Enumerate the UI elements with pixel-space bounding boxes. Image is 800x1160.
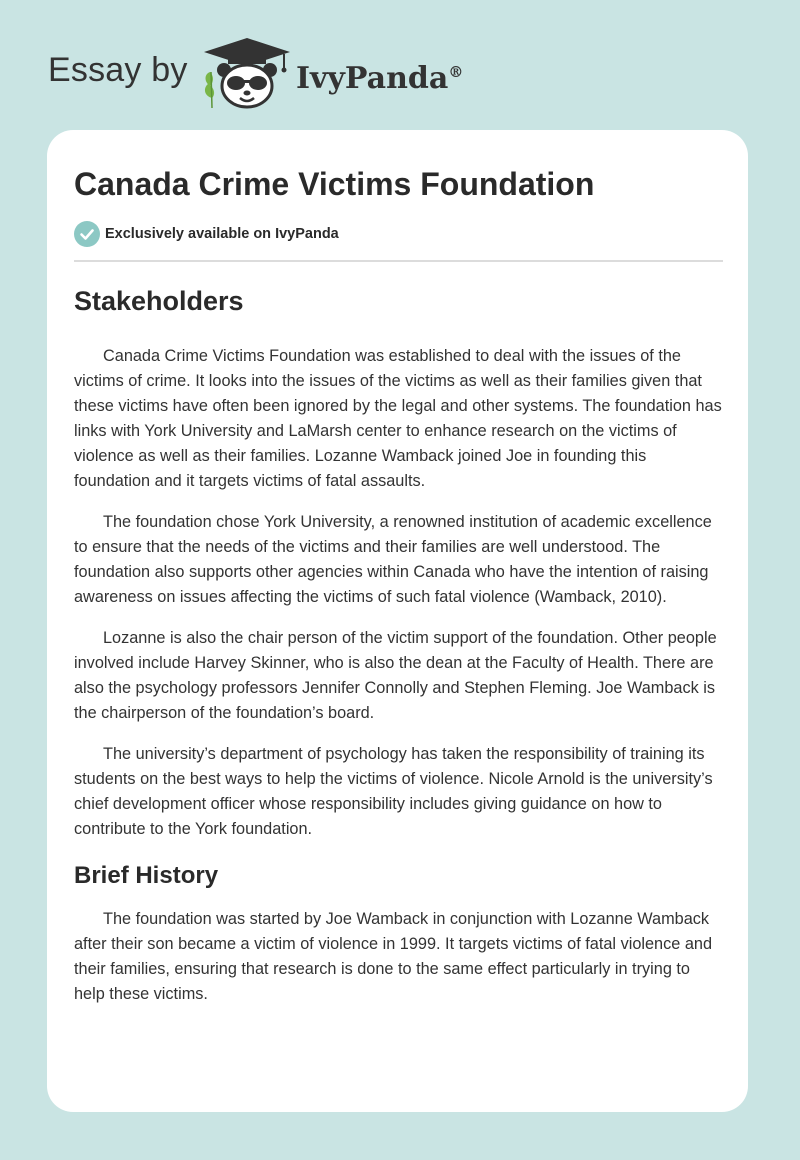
registered-mark: ® [448, 63, 464, 81]
exclusive-label: Exclusively available on IvyPanda [105, 226, 339, 242]
divider [74, 260, 723, 262]
paragraph: Canada Crime Victims Foundation was established to deal with the issues of the victims of crime. It looks into the issues of the victims as well as their families given that these victims have often been ignored by the legal and other systems. The foundation has links with York University and LaMarsh center to enhance research on the victims of violence as well as their families. Lozanne Wamback joined Joe in founding this foundation and it targets victims of fatal assaults. [74, 347, 722, 490]
section-heading-brief-history: Brief History [74, 862, 219, 889]
paragraph: Lozanne is also the chair person of the victim support of the foundation. Other people involved include Harvey Skinner, who is also the dean at the Faculty of Health. There are also the psychology professors Jennifer Connolly and Stephen Fleming. Joe Wamback is the chairperson of the foundation’s board. [74, 629, 717, 722]
essay-card [47, 130, 748, 1112]
page-title: Canada Crime Victims Foundation [74, 166, 595, 202]
brand-header [0, 0, 800, 125]
brand-name-text: IvyPanda [296, 61, 449, 96]
section-heading-stakeholders: Stakeholders [74, 286, 244, 316]
paragraph: The university’s department of psychology has taken the responsibility of training its students on the best ways to help the victims of violence. Nicole Arnold is the university’s chief development officer whose responsibility includes giving guidance on how to contribute to the York foundation. [74, 745, 713, 838]
graduation-panda-icon [198, 34, 296, 110]
paragraph: The foundation chose York University, a renowned institution of academic excellence to ensure that the needs of the victims and their families are well understood. The foundation also supports other agencies within Canada who have the intention of raising awareness on issues affecting the victims of such fatal violence (Wamback, 2010). [74, 513, 712, 606]
essay-content [74, 281, 725, 1023]
essay-by-label: Essay by [48, 51, 188, 89]
paragraph: The foundation was started by Joe Wamback in conjunction with Lozanne Wamback after their son became a victim of violence in 1999. It targets victims of fatal violence and their families, ensuring that research is done to the same effect particularly in trying to help these victims. [74, 910, 712, 1003]
exclusive-badge [74, 221, 339, 247]
check-circle-icon [74, 221, 100, 247]
brand-name [296, 53, 463, 98]
